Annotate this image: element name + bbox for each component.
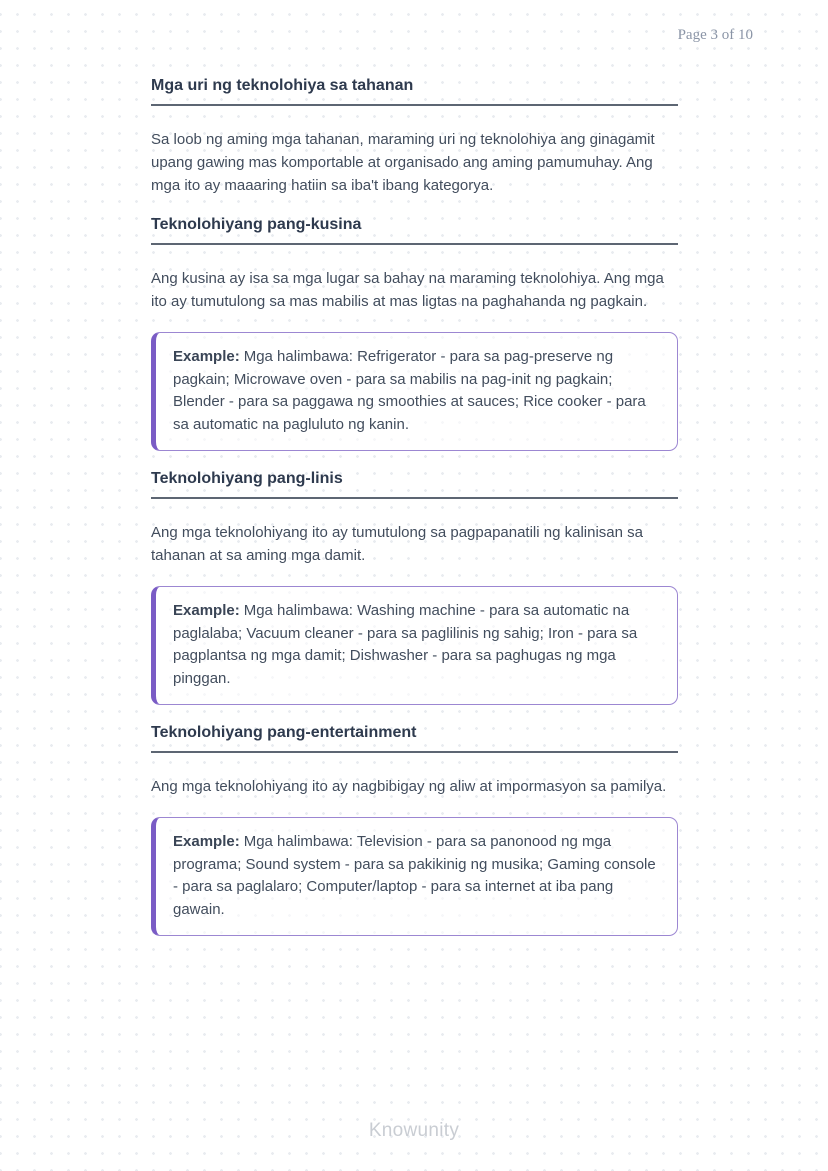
section-paragraph: Ang mga teknolohiyang ito ay nagbibigay ng aliw at impormasyon sa pamilya. (151, 778, 667, 795)
example-box (151, 332, 678, 451)
example-text: Mga halimbawa: Refrigerator - para sa pag-preserve ng pagkain; Microwave oven - para sa mabilis na pag-init ng pagkain; Blender - para sa paggawa ng smoothies at sauces; Rice cooker - para sa automatic na pagluluto ng kanin. (173, 348, 646, 433)
section-paragraph: Ang mga teknolohiyang ito ay tumutulong sa pagpapanatili ng kalinisan sa tahanan at sa aming mga damit. (151, 524, 643, 564)
section-paragraph: Ang kusina ay isa sa mga lugar sa bahay na maraming teknolohiya. Ang mga ito ay tumutulong sa mas mabilis at mas ligtas na paghahanda ng pagkain. (151, 270, 664, 310)
example-box (151, 817, 678, 936)
page-indicator: Page 3 of 10 (677, 27, 753, 43)
section-intro (151, 77, 678, 197)
example-label: Example: (173, 602, 240, 619)
example-text: Mga halimbawa: Washing machine - para sa automatic na paglalaba; Vacuum cleaner - para sa paglilinis ng sahig; Iron - para sa pagplantsa ng mga damit; Dishwasher - para sa paghugas ng mga pinggan. (173, 602, 638, 687)
section-heading: Mga uri ng teknolohiya sa tahanan (151, 77, 678, 106)
section-entertainment (151, 724, 678, 936)
example-label: Example: (173, 833, 240, 850)
example-box (151, 586, 678, 705)
document-content (151, 77, 678, 936)
section-kusina (151, 216, 678, 451)
footer-brand: Knowunity (368, 1120, 460, 1141)
section-linis (151, 470, 678, 705)
example-text: Mga halimbawa: Television - para sa panonood ng mga programa; Sound system - para sa pakikinig ng musika; Gaming console - para sa paglalaro; Computer/laptop - para sa internet at iba pang gawain. (173, 833, 656, 918)
section-heading: Teknolohiyang pang-kusina (151, 216, 678, 245)
section-paragraph: Sa loob ng aming mga tahanan, maraming uri ng teknolohiya ang ginagamit upang gawing mas komportable at organisado ang aming pamumuhay. Ang mga ito ay maaaring hatiin sa iba't ibang kategorya. (151, 131, 655, 194)
section-heading: Teknolohiyang pang-entertainment (151, 724, 678, 753)
section-heading: Teknolohiyang pang-linis (151, 470, 678, 499)
example-label: Example: (173, 348, 240, 365)
